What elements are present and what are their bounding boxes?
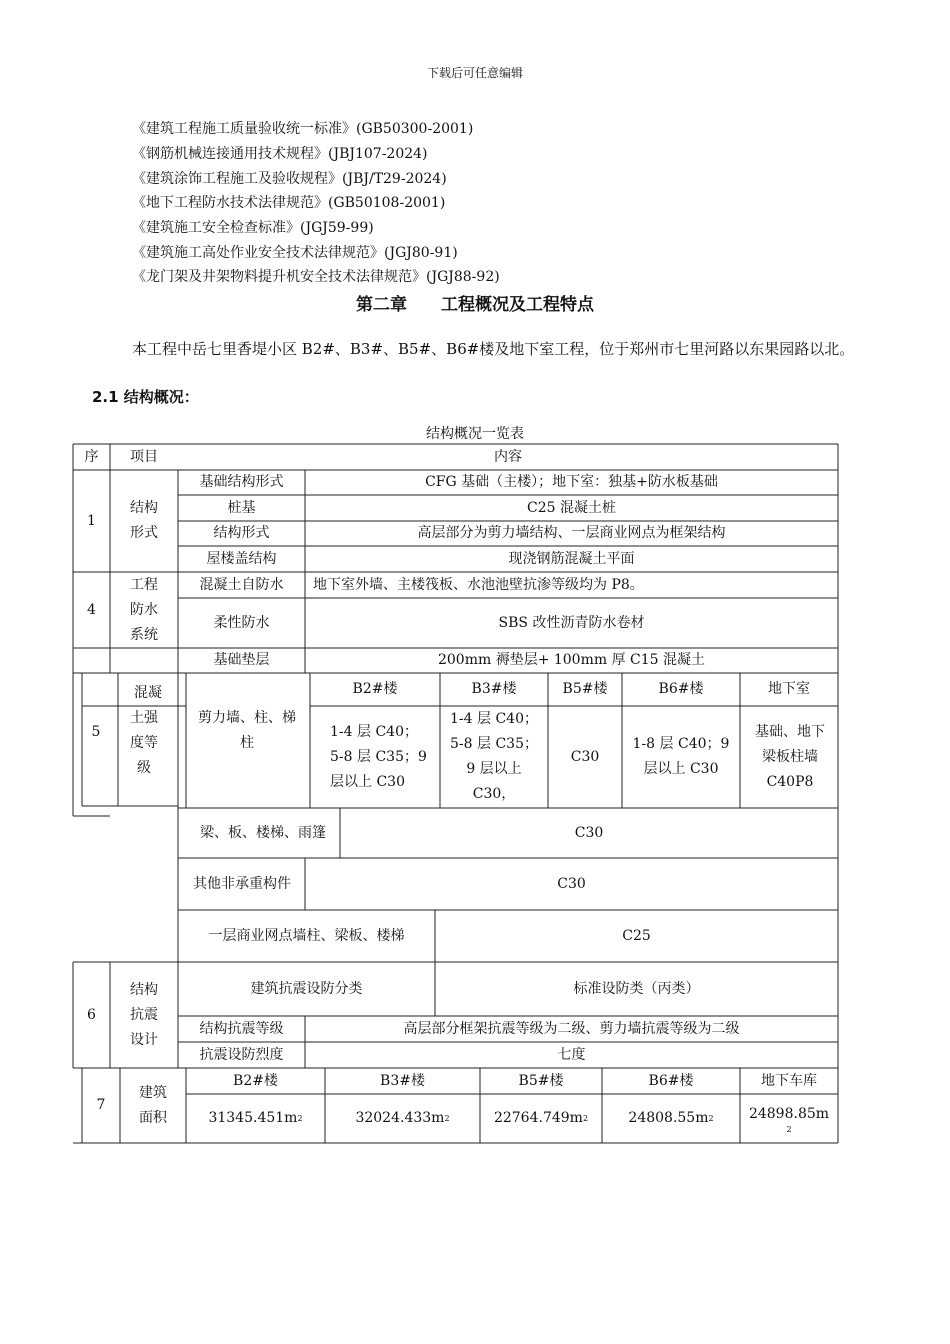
row-sub-label: 梁、板、楼梯、雨篷 (200, 824, 326, 841)
row-sub-label: 抗震设防烈度 (199, 1046, 284, 1063)
building-header: B6#楼 (648, 1072, 694, 1089)
table-head-seq: 序 (84, 448, 99, 465)
area-number: 24898.85m (748, 1105, 830, 1122)
building-header: 地下车库 (761, 1072, 817, 1089)
standard-item: 《钢筋机械连接通用技术规程》(JBJ107-2024) (132, 146, 428, 162)
area-number: 32024.433m (355, 1110, 445, 1126)
row-sub-label: 基础结构形式 (199, 474, 284, 490)
row-value: SBS 改性沥青防水卷材 (498, 614, 645, 631)
row-group: 结构形式 (130, 500, 158, 541)
section-heading: 2.1 结构概况： (92, 388, 199, 406)
building-header: B5#楼 (562, 681, 608, 697)
wall-grade: 1-4 层 C40；5-8 层 C35；9 层以上 C30 (330, 723, 427, 790)
row-value: 高层部分为剪力墙结构、一层商业网点为框架结构 (417, 525, 726, 541)
building-header: B5#楼 (518, 1072, 564, 1089)
row-seq: 7 (96, 1097, 106, 1113)
row-sub-label: 屋楼盖结构 (206, 550, 277, 567)
intro-text: 本工程中岳七里香堤小区 B2#、B3#、B5#、B6#楼及地下室工程，位于郑州市七里河路以东果园路以北。 (132, 340, 855, 358)
standard-item: 《地下工程防水技术法律规范》(GB50108-2001) (132, 195, 446, 211)
row-value: C25 (622, 927, 651, 944)
intro-paragraph (92, 336, 860, 362)
row-value: 高层部分框架抗震等级为二级、剪力墙抗震等级为二级 (403, 1020, 740, 1037)
area-unit-sup: 2 (297, 1114, 303, 1123)
row-group-top: 混凝 (134, 684, 162, 701)
standard-item: 《建筑工程施工质量验收统一标准》(GB50300-2001) (132, 121, 474, 137)
wall-grade: 1-4 层 C40；5-8 层 C35；9 层以上C30， (450, 711, 538, 802)
area-number: 24808.55m (628, 1110, 709, 1126)
wall-grade: 1-8 层 C40；9 层以上 C30 (632, 736, 730, 777)
area-number: 31345.451m (208, 1110, 298, 1126)
row-group: 工程防水系统 (130, 576, 158, 643)
row-value: 标准设防类（丙类） (573, 980, 700, 997)
building-header: B6#楼 (658, 681, 704, 697)
table-caption: 结构概况一览表 (426, 426, 524, 442)
row-group: 土强度等级 (130, 710, 158, 776)
area-unit-sup: 2 (786, 1124, 792, 1134)
building-header: B3#楼 (380, 1072, 425, 1089)
row-value: CFG 基础（主楼）；地下室：独基+防水板基础 (425, 474, 718, 490)
row-sub-label: 结构抗震等级 (199, 1020, 284, 1037)
chapter-title: 第二章 工程概况及工程特点 (356, 295, 594, 315)
row-value: 现浇钢筋混凝土平面 (508, 550, 635, 567)
standard-item: 《建筑施工安全检查标准》(JGJ59-99) (132, 220, 374, 236)
wall-grade: C30 (570, 748, 600, 765)
row-group: 建筑面积 (139, 1084, 167, 1126)
page-header: 下载后可任意编辑 (426, 66, 523, 80)
row-sub-label: 基础垫层 (213, 652, 270, 668)
row-value: 七度 (557, 1046, 586, 1063)
area-value (480, 1094, 602, 1143)
row-sub-label: 桩基 (227, 499, 256, 516)
area-unit-sup: 2 (708, 1114, 714, 1123)
row-sub-label: 其他非承重构件 (193, 875, 291, 892)
row-sub-label: 柔性防水 (213, 614, 270, 631)
row-value: C30 (574, 824, 604, 841)
building-header: B2#楼 (352, 681, 398, 697)
standard-item: 《龙门架及井架物料提升机安全技术法律规范》(JGJ88-92) (132, 269, 500, 285)
row-value: 地下室外墙、主楼筏板、水池池壁抗渗等级均为 P8。 (313, 576, 644, 593)
area-unit-sup: 2 (444, 1114, 450, 1123)
building-header: 地下室 (768, 681, 810, 697)
area-value (740, 1094, 838, 1143)
row-value: C30 (557, 875, 586, 892)
area-unit-sup: 2 (582, 1114, 589, 1123)
row-sub-label: 混凝土自防水 (199, 576, 284, 593)
area-value (186, 1094, 325, 1143)
standard-item: 《建筑涂饰工程施工及验收规程》(JBJ/T29-2024) (132, 171, 447, 187)
table-head-item: 项目 (130, 448, 158, 465)
building-header: B3#楼 (471, 681, 517, 697)
area-value (325, 1094, 480, 1143)
row-value: 200mm 褥垫层+ 100mm 厚 C15 混凝土 (437, 652, 706, 668)
row-sub-label: 结构形式 (213, 525, 270, 541)
wall-label: 剪力墙、柱、梯柱 (198, 710, 296, 751)
row-seq: 6 (87, 1006, 96, 1023)
row-seq: 4 (87, 601, 96, 618)
standard-item: 《建筑施工高处作业安全技术法律规范》(JGJ80-91) (132, 245, 458, 261)
row-seq: 5 (91, 723, 101, 740)
area-number: 22764.749m (493, 1110, 583, 1126)
building-header: B2#楼 (233, 1072, 278, 1089)
table-head-content: 内容 (494, 448, 522, 465)
row-value: C25 混凝土桩 (527, 499, 616, 516)
row-group: 结构抗震设计 (130, 981, 158, 1048)
row-seq: 1 (87, 512, 96, 529)
area-value (602, 1094, 740, 1143)
row-sub-label: 建筑抗震设防分类 (250, 980, 363, 997)
row-sub-label: 一层商业网点墙柱、梁板、楼梯 (208, 927, 405, 944)
wall-grade: 基础、地下梁板柱墙 C40P8 (755, 723, 825, 790)
